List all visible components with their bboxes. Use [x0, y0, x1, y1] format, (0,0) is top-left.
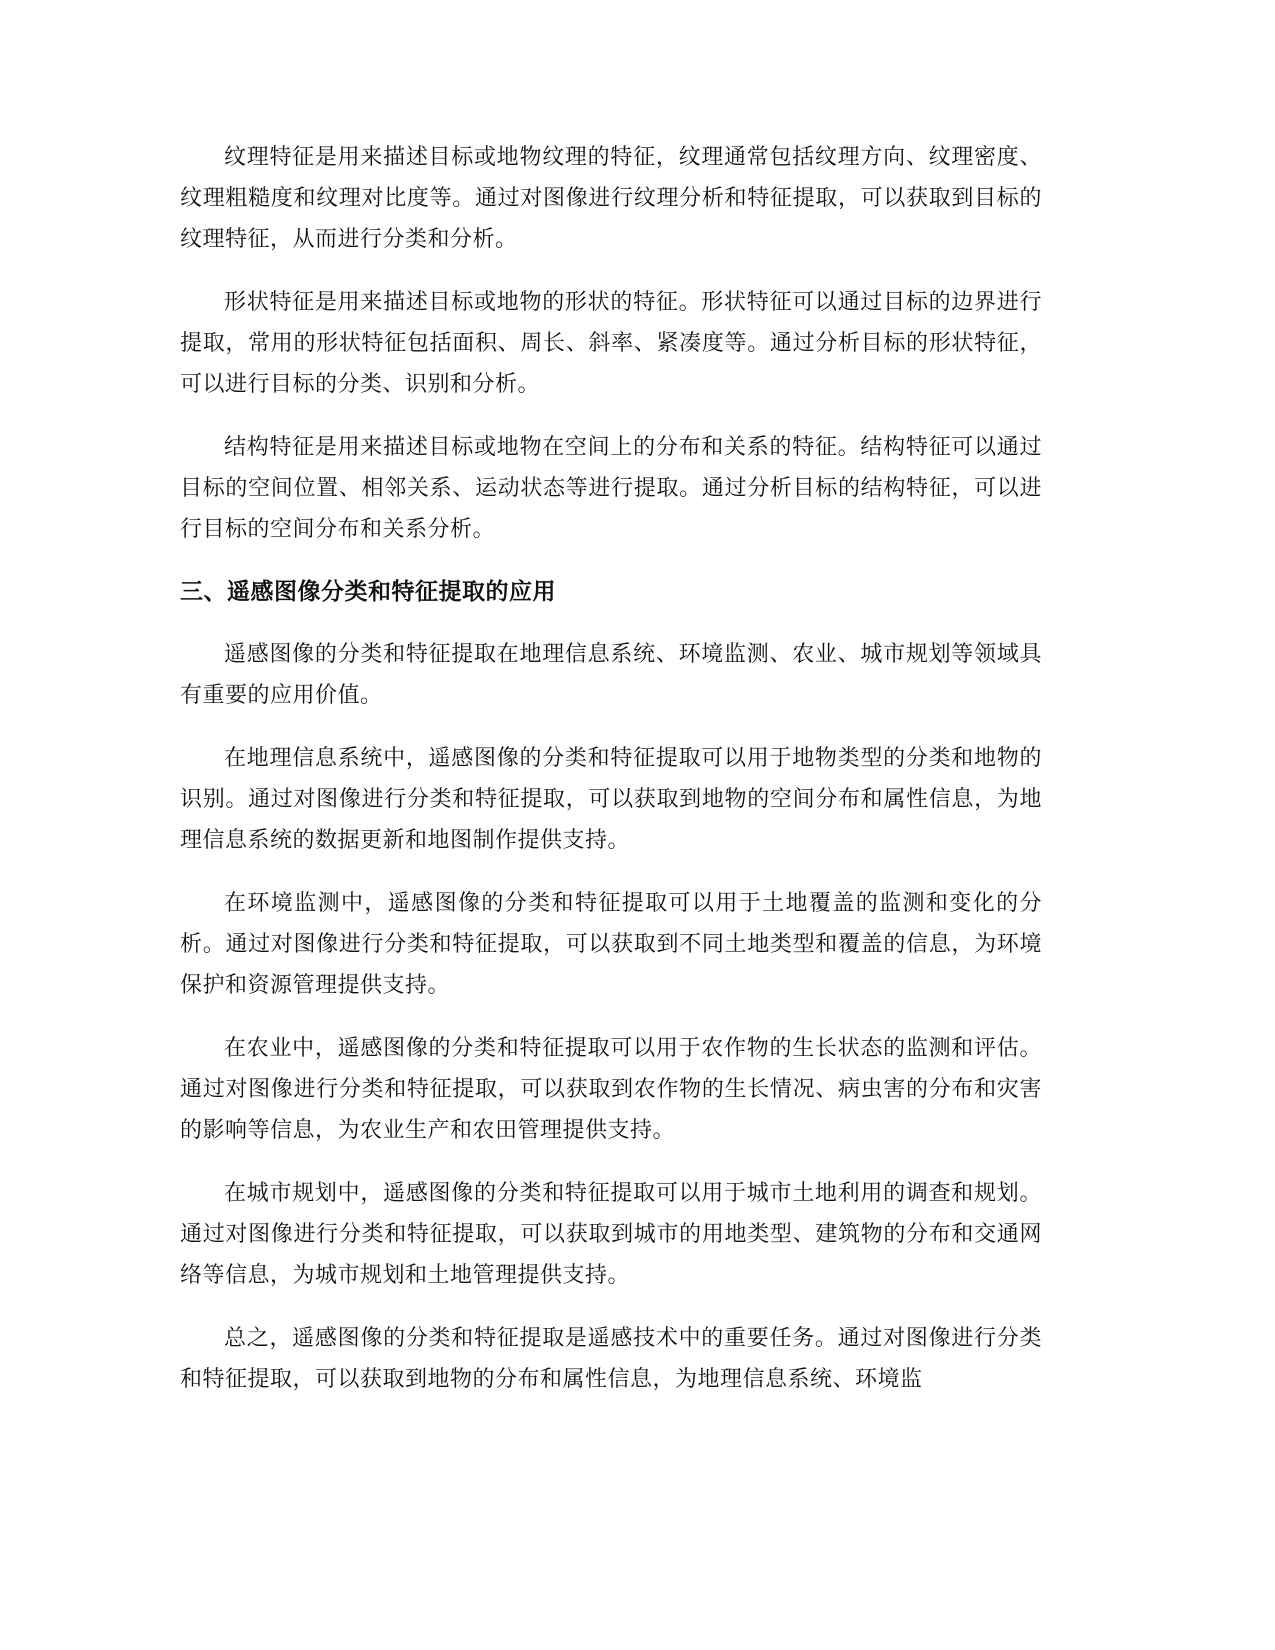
- document-body: [180, 137, 1042, 1422]
- paragraph-environment-application: 在环境监测中，遥感图像的分类和特征提取可以用于土地覆盖的监测和变化的分析。通过对图像进行分类和特征提取，可以获取到不同土地类型和覆盖的信息，为环境保护和资源管理提供支持。: [180, 891, 1042, 998]
- paragraph-structure-features: 结构特征是用来描述目标或地物在空间上的分布和关系的特征。结构特征可以通过目标的空间位置、相邻关系、运动状态等进行提取。通过分析目标的结构特征，可以进行目标的空间分布和关系分析。: [180, 435, 1042, 542]
- paragraph-urban-planning-application: 在城市规划中，遥感图像的分类和特征提取可以用于城市土地利用的调查和规划。通过对图像进行分类和特征提取，可以获取到城市的用地类型、建筑物的分布和交通网络等信息，为城市规划和土地管理提供支持。: [180, 1181, 1042, 1288]
- paragraph-summary: 总之，遥感图像的分类和特征提取是遥感技术中的重要任务。通过对图像进行分类和特征提取，可以获取到地物的分布和属性信息，为地理信息系统、环境监: [180, 1326, 1042, 1392]
- paragraph-application-overview: 遥感图像的分类和特征提取在地理信息系统、环境监测、农业、城市规划等领域具有重要的应用价值。: [180, 642, 1042, 708]
- paragraph-shape-features: 形状特征是用来描述目标或地物的形状的特征。形状特征可以通过目标的边界进行提取，常用的形状特征包括面积、周长、斜率、紧凑度等。通过分析目标的形状特征，可以进行目标的分类、识别和分析。: [180, 290, 1042, 397]
- paragraph-gis-application: 在地理信息系统中，遥感图像的分类和特征提取可以用于地物类型的分类和地物的识别。通过对图像进行分类和特征提取，可以获取到地物的空间分布和属性信息，为地理信息系统的数据更新和地图制作提供支持。: [180, 746, 1042, 853]
- section-heading: 三、遥感图像分类和特征提取的应用: [180, 579, 556, 605]
- paragraph-texture-features: 纹理特征是用来描述目标或地物纹理的特征，纹理通常包括纹理方向、纹理密度、纹理粗糙度和纹理对比度等。通过对图像进行纹理分析和特征提取，可以获取到目标的纹理特征，从而进行分类和分析。: [180, 145, 1042, 252]
- paragraph-agriculture-application: 在农业中，遥感图像的分类和特征提取可以用于农作物的生长状态的监测和评估。通过对图像进行分类和特征提取，可以获取到农作物的生长情况、病虫害的分布和灾害的影响等信息，为农业生产和农田管理提供支持。: [180, 1036, 1042, 1143]
